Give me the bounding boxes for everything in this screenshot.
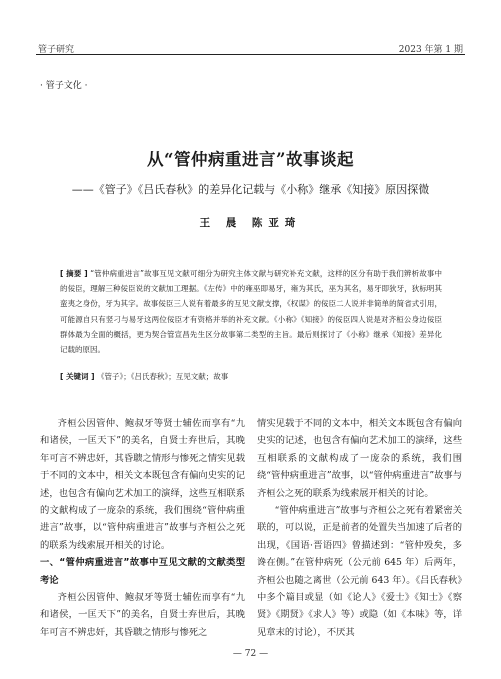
page-number: — 72 — (232, 649, 269, 659)
header-rule (36, 54, 465, 55)
abstract-label: [ 摘要 ] (60, 269, 88, 278)
abstract (60, 266, 442, 357)
body-column-right (257, 415, 462, 641)
keywords (60, 371, 442, 382)
article-subtitle: ——《管子》《吕氏春秋》的差异化记载与《小称》继承《知接》原因探微 (71, 183, 430, 196)
body-paragraph: 齐桓公因管仲、鲍叔牙等贤士辅佐而享有“九和诸侯，一匡天下”的美名，自贤士弃世后，其晚年可言不辨忠奸，其昏聩之情形与惨死之 (40, 592, 245, 638)
section-heading: 一、“管仲病重进言”故事中互见文献的文献类型考论 (40, 557, 245, 586)
keywords-label: [ 关键词 ] (60, 372, 95, 381)
section-label: · 管子文化 · (40, 81, 88, 91)
journal-name: 管子研究 (38, 45, 75, 55)
author-line: 王 晨 陈亚琦 (199, 217, 302, 229)
body-paragraph: 情实见载于不同的文本中，相关文本既包含有偏向史实的记述，也包含有偏向艺术加工的演绎，这些互相联系的文献构成了一庞杂的系统，我们围绕“管仲病重进言”故事，以“管仲病重进言”故事与齐桓公之死的联系为线索展开相关的讨论。 (257, 418, 462, 499)
article-title: 从“管仲病重进言”故事谈起 (147, 150, 354, 169)
abstract-text: “管仲病重进言”故事互见文献可细分为研究主体文献与研究补充文献，这样的区分有助于我们辨析故事中的佞臣，理解三种佞臣说的文献加工理据。《左传》中的雍巫即易牙，雍为其氏，巫为其名，易牙即狄牙，狄标明其蛮夷之身份，牙为其字。故事佞臣三人说有着最多的互见文献支撑，《权谋》的佞臣二人说并非简单的简省式引用，可能源自只有竖刁与易牙这两位佞臣才有资格并举的补充文献。《小称》《知接》的佞臣四人说是对齐桓公身边佞臣群体最为全面的概括，更为契合管宣昌先生区分故事第二类型的主旨。最后则探讨了《小称》继承《知接》差异化记载的原因。 (60, 269, 442, 355)
body-paragraph: “管仲病重进言”故事与齐桓公之死有着紧密关联的，可以说，正是前者的处置失当加速了后者的出现，《国语·晋语四》曾描述到：“管仲殁矣，多谗在侧。”在管仲病死（公元前 645 年）后两年，齐桓公也随之离世（公元前 643 年）。《吕氏春秋》中多个篇目或显（如《论人》《爱士》《知士》《察贤》《期贤》《求人》等）或隐（如《本味》等，详见章末的讨论），不厌其 (257, 505, 462, 638)
body-column-left (40, 415, 245, 641)
issue-label: 2023 年第 1 期 (398, 45, 463, 55)
body-paragraph: 齐桓公因管仲、鲍叔牙等贤士辅佐而享有“九和诸侯，一匡天下”的美名，自贤士弃世后，其晚年可言不辨忠奸，其昏聩之情形与惨死之情实见载于不同的文本中，相关文本既包含有偏向史实的记述，也包含有偏向艺术加工的演绎，这些互相联系的文献构成了一庞杂的系统，我们围绕“管仲病重进言”故事，以“管仲病重进言”故事与齐桓公之死的联系为线索展开相关的讨论。 (40, 418, 245, 551)
keywords-text: 《管子》；《吕氏春秋》；互见文献；故事 (96, 372, 229, 381)
